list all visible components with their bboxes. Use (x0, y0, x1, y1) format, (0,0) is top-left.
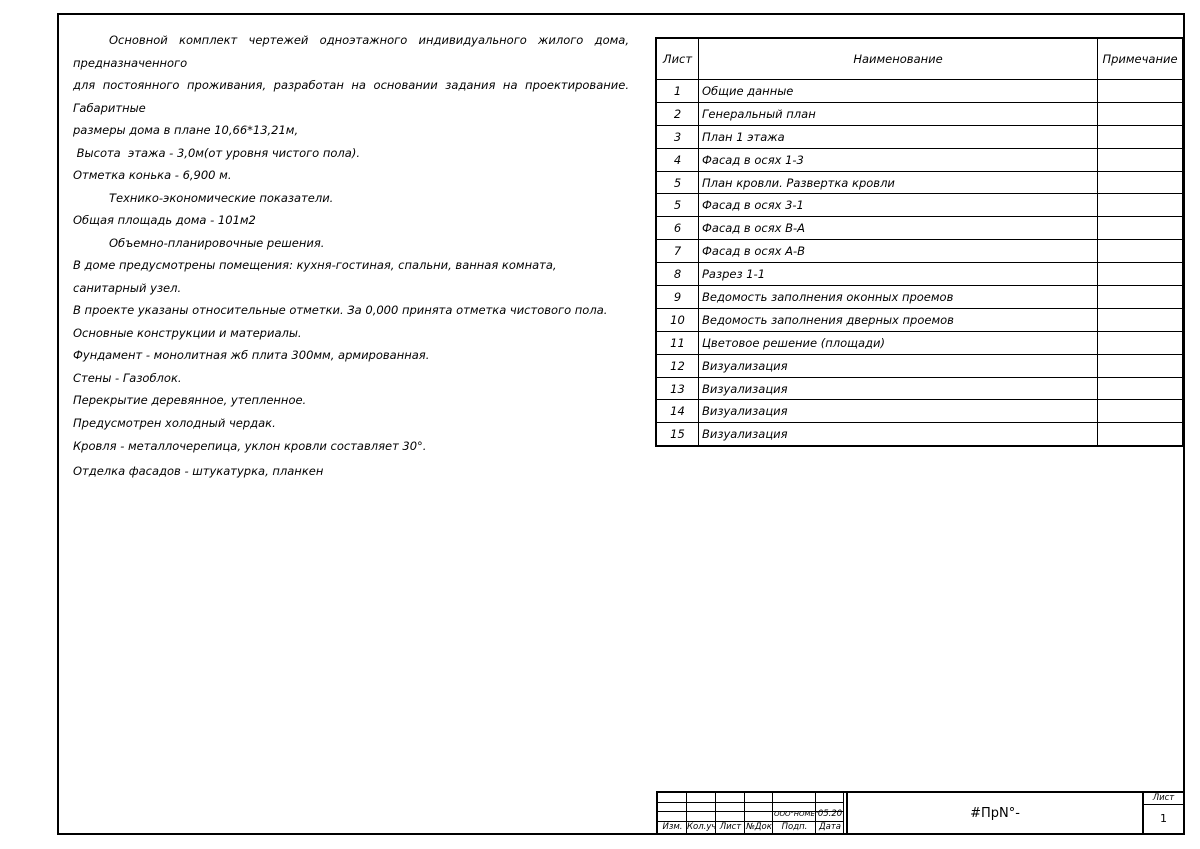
sheet-name-cell: План 1 этажа (699, 125, 1098, 148)
general-notes (73, 29, 629, 484)
table-row (656, 263, 1183, 286)
title-block (656, 791, 1183, 833)
sheet-note-cell (1098, 354, 1184, 377)
sheet-number-box (1144, 793, 1183, 833)
table-row (656, 331, 1183, 354)
sheet-number-cell: 14 (656, 400, 699, 423)
sheet-name-cell: Визуализация (699, 400, 1098, 423)
label-signature: Подп. (781, 822, 808, 832)
note-line: Высота этажа - 3,0м(от уровня чистого пола). (73, 145, 360, 160)
note-line: размеры дома в плане 10,66*13,21м, (73, 123, 299, 137)
sheet-name-cell: Фасад в осях А-В (699, 240, 1098, 263)
sheet-list-table (655, 37, 1184, 447)
label-date: Дата (818, 822, 841, 832)
note-line: Общая площадь дома - 101м2 (73, 213, 256, 227)
sheet-note-cell (1098, 331, 1184, 354)
sheet-note-cell (1098, 400, 1184, 423)
sheet-number-cell: 7 (656, 240, 699, 263)
sheet-number-cell: 8 (656, 263, 699, 286)
sheet-note-cell (1098, 148, 1184, 171)
sheet-name-cell: План кровли. Развертка кровли (699, 171, 1098, 194)
note-line: Отделка фасадов - штукатурка, планкен (73, 464, 324, 478)
sheet-number-cell: 13 (656, 377, 699, 400)
note-line: Основные конструкции и материалы. (73, 325, 302, 340)
table-row (656, 194, 1183, 217)
sheet-name-cell: Фасад в осях 3-1 (699, 194, 1098, 217)
note-line: Стены - Газоблок. (73, 370, 182, 385)
signature-value: ООО"НОМЕ" (774, 810, 819, 818)
table-row (656, 102, 1183, 125)
sheet-name-cell: Визуализация (699, 423, 1098, 446)
sheet-note-cell (1098, 263, 1184, 286)
sheet-number-cell: 9 (656, 286, 699, 309)
title-rule (1144, 804, 1183, 805)
sheet-number-cell: 6 (656, 217, 699, 240)
table-row (656, 148, 1183, 171)
note-line: В доме предусмотрены помещения: кухня-гостиная, спальни, ванная комната, санитарный узел. (73, 258, 557, 295)
table-row (656, 308, 1183, 331)
sheet-note-cell (1098, 125, 1184, 148)
sheet-note-cell (1098, 102, 1184, 125)
table-row (656, 400, 1183, 423)
table-row (656, 80, 1183, 103)
table-row (656, 423, 1183, 446)
sheet-number-cell: 4 (656, 148, 699, 171)
sheet-number-cell: 3 (656, 125, 699, 148)
sheet-note-cell (1098, 194, 1184, 217)
note-heading: Технико-экономические показатели. (109, 190, 334, 205)
sheet-number: 1 (1160, 812, 1167, 825)
sheet-note-cell (1098, 377, 1184, 400)
sheet-name-cell: Общие данные (699, 80, 1098, 103)
sheet-label: Лист (1152, 793, 1175, 803)
note-line: В проекте указаны относительные отметки. За 0,000 принята отметка чистового пола. (73, 303, 608, 317)
note-heading: Объемно-планировочные решения. (109, 235, 325, 250)
table-row (656, 377, 1183, 400)
table-row (656, 286, 1183, 309)
sheet-name-cell: Ведомость заполнения оконных проемов (699, 286, 1098, 309)
sheet-name-cell: Разрез 1-1 (699, 263, 1098, 286)
label-doc-number: №Док (746, 822, 772, 832)
table-row (656, 240, 1183, 263)
sheet-note-cell (1098, 171, 1184, 194)
table-row (656, 354, 1183, 377)
sheet-name-cell: Ведомость заполнения дверных проемов (699, 308, 1098, 331)
sheet-name-cell: Генеральный план (699, 102, 1098, 125)
sheet-number-cell: 15 (656, 423, 699, 446)
sheet-note-cell (1098, 80, 1184, 103)
note-line: Отметка конька - 6,900 м. (73, 168, 232, 182)
note-line: для постоянного проживания, разработан на основании задания на проектирование. Габаритные (73, 78, 629, 115)
sheet-name-cell: Фасад в осях 1-3 (699, 148, 1098, 171)
sheet-note-cell (1098, 423, 1184, 446)
column-header-sheet: Лист (656, 38, 699, 80)
sheet-number-cell: 5 (656, 171, 699, 194)
sheet-note-cell (1098, 308, 1184, 331)
title-rule (658, 802, 844, 803)
note-line: Кровля - металлочерепица, уклон кровли составляет 30°. (73, 439, 427, 453)
date-value: 05.20 (817, 809, 843, 819)
sheet-note-cell (1098, 286, 1184, 309)
label-sheet: Лист (719, 822, 742, 832)
sheet-number-cell: 10 (656, 308, 699, 331)
column-header-note: Примечание (1098, 38, 1184, 80)
sheet-name-cell: Визуализация (699, 377, 1098, 400)
note-line: Перекрытие деревянное, утепленное. (73, 393, 307, 407)
sheet-number-cell: 2 (656, 102, 699, 125)
sheet-number-cell: 11 (656, 331, 699, 354)
note-line: Предусмотрен холодный чердак. (73, 415, 276, 430)
sheet-name-cell: Визуализация (699, 354, 1098, 377)
sheet-note-cell (1098, 217, 1184, 240)
label-quantity: Кол.уч (687, 822, 717, 832)
note-line: Основной комплект чертежей одноэтажного индивидуального жилого дома, предназначенного (73, 33, 629, 70)
table-row (656, 217, 1183, 240)
sheet-name-cell: Фасад в осях В-А (699, 217, 1098, 240)
column-header-name: Наименование (699, 38, 1098, 80)
sheet-number-cell: 12 (656, 354, 699, 377)
sheet-name-cell: Цветовое решение (площади) (699, 331, 1098, 354)
label-change: Изм. (662, 822, 683, 832)
sheet-note-cell (1098, 240, 1184, 263)
document-code: #ПрN°- (846, 793, 1144, 833)
table-header-row (656, 38, 1183, 80)
table-row (656, 125, 1183, 148)
sheet-number-cell: 5 (656, 194, 699, 217)
note-line: Фундамент - монолитная жб плита 300мм, армированная. (73, 348, 430, 362)
table-row (656, 171, 1183, 194)
sheet-number-cell: 1 (656, 80, 699, 103)
